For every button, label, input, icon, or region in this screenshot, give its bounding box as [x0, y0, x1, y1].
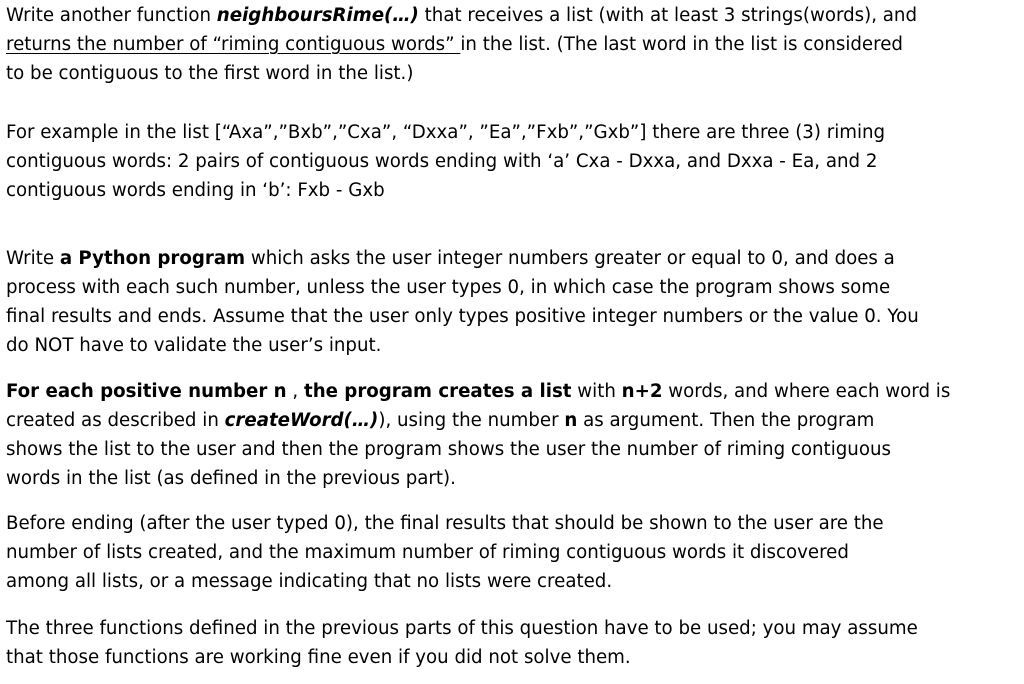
- bold-text: the program creates a list: [304, 381, 572, 402]
- text-run: with: [571, 381, 622, 402]
- p3-line-1: [6, 244, 1020, 273]
- p2-line-2: contiguous words: 2 pairs of contiguous words ending with ‘a’ Cxa - Dxxa, and Dxxa - Ea, and 2: [6, 151, 878, 172]
- paragraph-functions-used: [6, 614, 1020, 672]
- p3-line-2: process with each such number, unless the user types 0, in which case the program shows some: [6, 277, 891, 298]
- p1-line-2: [6, 30, 1020, 59]
- p3-line-3: final results and ends. Assume that the user only types positive integer numbers or the value 0. You: [6, 306, 919, 327]
- paragraph-neighboursrime: [6, 1, 1020, 88]
- text-run: as argument. Then the program: [577, 410, 875, 431]
- text-run: ,: [286, 381, 304, 402]
- p1-line-3: to be contiguous to the first word in the list.): [6, 63, 414, 84]
- bold-text: a Python program: [59, 248, 246, 269]
- p4-line-2: [6, 406, 1020, 435]
- p4-line-4: words in the list (as defined in the previous part).: [6, 468, 456, 489]
- p3-line-4: do NOT have to validate the user’s input.: [6, 335, 382, 356]
- text-run: in the list. (The last word in the list is considered: [460, 34, 903, 55]
- paragraph-example: [6, 118, 1020, 205]
- text-run: that receives a list (with at least 3 strings(words), and: [418, 5, 917, 26]
- p4-line-1: [6, 377, 1020, 406]
- text-run: Write another function: [6, 5, 217, 26]
- p2-line-3: contiguous words ending in ‘b’: Fxb - Gxb: [6, 180, 385, 201]
- bold-text: n: [564, 410, 578, 431]
- text-run: created as described in: [6, 410, 225, 431]
- function-name-createword: createWord(…): [224, 410, 379, 431]
- text-run: words, and where each word is: [662, 381, 951, 402]
- p6-line-1: The three functions defined in the previous parts of this question have to be used; you may assume: [6, 618, 918, 639]
- bold-text: n+2: [621, 381, 663, 402]
- p2-line-1: For example in the list [“Axa”,”Bxb”,”Cxa”, “Dxxa”, ”Ea”,”Fxb”,”Gxb”] there are three (3) riming: [6, 122, 886, 143]
- text-run: ), using the number: [378, 410, 565, 431]
- p6-line-2: that those functions are working fine even if you did not solve them.: [6, 647, 631, 668]
- text-run: which asks the user integer numbers greater or equal to 0, and does a: [245, 248, 895, 269]
- p1-line-1: [6, 1, 1020, 30]
- text-run: Write: [6, 248, 60, 269]
- paragraph-python-program: [6, 244, 1020, 360]
- p5-line-1: Before ending (after the user typed 0), the final results that should be shown to the user are the: [6, 513, 884, 534]
- underlined-text: returns the number of “riming contiguous words”: [6, 34, 461, 55]
- paragraph-each-number: [6, 377, 1020, 493]
- p4-line-3: shows the list to the user and then the program shows the user the number of riming contiguous: [6, 439, 891, 460]
- p5-line-2: number of lists created, and the maximum number of riming contiguous words it discovered: [6, 542, 849, 563]
- function-name-neighboursrime: neighboursRime(…): [216, 5, 419, 26]
- paragraph-final-results: [6, 509, 1020, 596]
- bold-text: For each positive number n: [6, 381, 287, 402]
- p5-line-3: among all lists, or a message indicating that no lists were created.: [6, 571, 613, 592]
